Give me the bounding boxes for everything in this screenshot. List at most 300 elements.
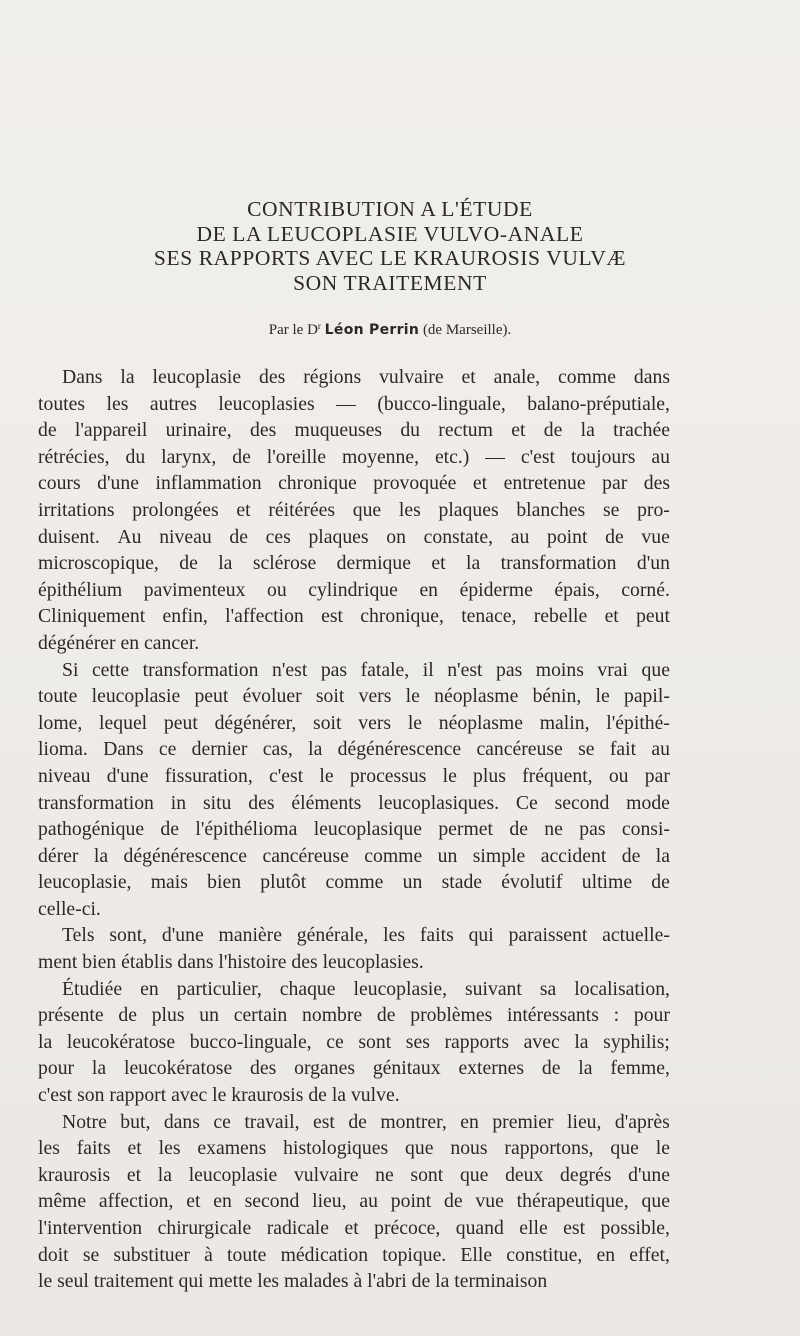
text-line: [38, 790, 670, 817]
text-line: [38, 1188, 670, 1215]
word: rebelle: [533, 605, 588, 628]
word: et: [186, 1190, 201, 1213]
word: transformation: [142, 658, 259, 681]
word: paraissent: [508, 924, 588, 947]
word: vue: [475, 1190, 504, 1213]
word: toute: [227, 1243, 267, 1266]
text-line: [38, 603, 670, 630]
word: dégénérescence: [337, 738, 462, 761]
word: la: [465, 552, 481, 575]
word: ce: [158, 738, 177, 761]
word: faits: [76, 1137, 111, 1160]
text-line: [38, 1242, 670, 1269]
word: deux: [505, 1163, 544, 1186]
word: leucoplasies: [218, 392, 315, 415]
text-line: [38, 577, 670, 604]
word: processus: [349, 764, 427, 787]
word: éléments: [291, 791, 362, 814]
word: cas,: [262, 738, 293, 761]
word: de: [444, 1190, 463, 1213]
word: les: [38, 1137, 60, 1160]
word: de: [541, 1057, 561, 1080]
text-line: [38, 736, 670, 763]
word: :: [613, 1004, 620, 1027]
text-line: [38, 976, 670, 1003]
text-line: [38, 710, 670, 737]
author-affiliation: (de Marseille).: [422, 322, 512, 338]
text-line: [38, 1002, 670, 1029]
word: femme,: [610, 1057, 670, 1080]
word: peut: [194, 685, 229, 708]
word: chronique,: [360, 605, 444, 628]
word: en: [460, 1110, 479, 1133]
text-fragment: dégénérer en cancer.: [38, 631, 200, 654]
word: le: [655, 1137, 670, 1160]
word: l'affection: [225, 605, 304, 628]
word: par: [602, 472, 628, 495]
word: ce: [326, 1030, 344, 1053]
word: dans: [633, 366, 670, 388]
word: l'oreille: [266, 445, 327, 468]
word: c'est: [520, 445, 556, 468]
word: l'intervention: [38, 1217, 143, 1239]
word: dérer: [38, 844, 79, 867]
word: soit: [315, 685, 345, 708]
word: constate,: [423, 525, 494, 548]
word: un: [199, 1004, 219, 1027]
body-text: [38, 364, 670, 1295]
word: pour: [633, 1004, 670, 1027]
word: les: [106, 392, 129, 415]
word: la: [655, 844, 670, 867]
word: externes: [458, 1057, 525, 1080]
word: point: [390, 1190, 432, 1213]
word: plus: [473, 764, 506, 787]
text-line: [38, 391, 670, 418]
word: et: [126, 1163, 142, 1186]
word: peut: [636, 605, 670, 628]
word: néoplasme: [438, 711, 523, 734]
word: constitue,: [506, 1243, 583, 1266]
word: fissuration,: [164, 764, 253, 787]
word: d'après: [614, 1110, 670, 1133]
word: etc.): [434, 445, 470, 468]
word: urinaire,: [165, 419, 232, 442]
word: affection,: [98, 1190, 174, 1213]
word: pavimenteux: [143, 578, 246, 601]
word: épiderme: [459, 578, 533, 601]
word: manière: [218, 924, 282, 947]
word: Elle: [460, 1243, 493, 1266]
title-line: SES RAPPORTS AVEC LE KRAUROSIS VULVÆ: [153, 246, 627, 270]
word: le: [442, 764, 457, 787]
word: précoce,: [374, 1217, 441, 1239]
word: sa: [539, 977, 557, 1000]
word: le: [405, 685, 420, 708]
word: des: [250, 419, 277, 442]
word: ne: [544, 818, 563, 841]
word: mais: [150, 871, 188, 894]
word: radicale: [266, 1217, 330, 1239]
word: que: [405, 1137, 434, 1160]
word: rétrécies,: [38, 445, 110, 468]
word: leucokératose: [66, 1030, 176, 1053]
word: permet: [438, 818, 493, 841]
word: la: [308, 738, 323, 761]
word: leucoplasie: [188, 1163, 278, 1186]
word: la: [120, 366, 135, 388]
word: la: [157, 1163, 172, 1186]
word: lioma.: [38, 738, 88, 761]
word: et: [431, 552, 446, 575]
word: cancéreuse: [476, 738, 563, 761]
word: niveau: [38, 764, 91, 787]
word: Ce: [515, 791, 538, 814]
word: toute: [38, 685, 78, 708]
word: ses: [405, 1030, 430, 1053]
text-line: [38, 630, 670, 657]
word: un: [437, 844, 458, 867]
word: vers: [358, 685, 392, 708]
text-line: [38, 470, 670, 497]
word: que: [641, 658, 670, 681]
word: substituer: [113, 1243, 190, 1266]
title-line: DE LA LEUCOPLASIE VULVO-ANALE: [196, 221, 584, 246]
word: effet,: [629, 1243, 670, 1266]
word: soit: [313, 711, 342, 734]
word: par: [644, 764, 670, 787]
word: syphilis;: [603, 1030, 670, 1053]
word: la: [580, 419, 595, 442]
word: histologiques: [283, 1137, 389, 1160]
text-line: [38, 497, 670, 524]
word: montrer,: [380, 1110, 447, 1133]
word: anale,: [493, 366, 541, 388]
word: de: [621, 844, 641, 867]
word: premier: [492, 1110, 554, 1133]
word: il: [422, 658, 434, 681]
word: possible,: [600, 1217, 670, 1239]
word: ces: [265, 525, 291, 548]
word: de: [229, 525, 248, 548]
word: dans: [163, 1110, 200, 1133]
word: papil-: [623, 685, 670, 708]
word: plus: [151, 1004, 185, 1027]
word: transformation: [38, 791, 154, 814]
word: se: [602, 498, 620, 521]
word: chronique: [278, 472, 357, 495]
word: générale,: [296, 924, 369, 947]
word: stade: [441, 871, 483, 894]
word: l'appareil: [74, 419, 148, 442]
text-line: [38, 1268, 670, 1295]
word: —: [485, 445, 505, 468]
word: est: [563, 1217, 586, 1239]
word: le: [595, 685, 610, 708]
word: leucoplasie,: [353, 977, 447, 1000]
word: leucoplasie: [152, 366, 242, 388]
text-line: [38, 896, 670, 923]
word: au: [510, 525, 530, 548]
word: point: [546, 525, 588, 548]
word: toutes: [38, 392, 86, 415]
text-line: [38, 1162, 670, 1189]
word: ne: [375, 1163, 394, 1186]
word: duisent.: [38, 525, 100, 548]
word: de: [651, 871, 670, 894]
word: (bucco-linguale,: [377, 392, 506, 415]
text-line: [38, 444, 670, 471]
word: pro-: [637, 498, 670, 521]
word: pour: [38, 1057, 75, 1080]
word: au: [651, 445, 670, 468]
word: autres: [149, 392, 197, 415]
word: pas: [495, 658, 523, 681]
word: leucoplasie,: [38, 871, 132, 894]
text-line: [38, 1109, 670, 1136]
word: fait: [609, 738, 637, 761]
text-line: [38, 922, 670, 949]
word: le: [319, 764, 334, 787]
word: en: [140, 977, 159, 1000]
word: bucco-linguale,: [189, 1030, 312, 1053]
word: la: [574, 1030, 589, 1053]
word: dégénérer,: [214, 711, 297, 734]
word: ou: [266, 578, 287, 601]
word: la: [578, 1057, 593, 1080]
word: lieu,: [567, 1110, 602, 1133]
word: elle: [519, 1217, 548, 1239]
word: mode: [626, 791, 670, 814]
word: d'une: [628, 1163, 670, 1186]
word: que: [610, 1137, 639, 1160]
word: thérapeutique,: [516, 1190, 629, 1213]
word: fréquent,: [522, 764, 593, 787]
word: accident: [540, 844, 607, 867]
word: les: [383, 924, 406, 947]
word: et: [236, 498, 251, 521]
word: examens: [197, 1137, 267, 1160]
word: Notre: [62, 1110, 107, 1133]
word: de: [179, 552, 198, 575]
word: néoplasme: [434, 685, 519, 708]
word: le: [407, 711, 423, 734]
word: rapports: [444, 1030, 509, 1053]
word: la: [38, 1030, 53, 1053]
word: enfin,: [162, 605, 208, 628]
word: nous: [450, 1137, 488, 1160]
word: balano-préputiale,: [527, 392, 670, 415]
word: transformation: [500, 552, 617, 575]
text-fragment: c'est son rapport avec le kraurosis de la vulve.: [38, 1084, 400, 1107]
word: réitérées: [268, 498, 335, 521]
word: d'une: [161, 924, 204, 947]
text-line: [38, 1135, 670, 1162]
word: ce: [213, 1110, 231, 1133]
byline-prefix: Par le D: [268, 322, 318, 338]
word: comme: [558, 366, 616, 388]
word: particulier,: [176, 977, 262, 1000]
word: avec: [523, 1030, 560, 1053]
word: cylindrique: [308, 578, 398, 601]
text-line: [38, 1029, 670, 1056]
word: de: [160, 818, 180, 841]
word: rapportons,: [504, 1137, 594, 1160]
word: de: [118, 1004, 137, 1027]
word: les: [398, 498, 421, 521]
word: au: [359, 1190, 378, 1213]
word: pathogénique: [38, 818, 145, 841]
text-line: [38, 417, 670, 444]
word: qui: [468, 924, 494, 947]
word: la: [91, 1057, 107, 1080]
word: l'épithé-: [606, 711, 670, 734]
word: vue: [641, 525, 670, 548]
word: second: [244, 1190, 300, 1213]
text-line: [38, 816, 670, 843]
word: médication: [280, 1243, 369, 1266]
word: muqueuses: [294, 419, 383, 442]
word: des: [643, 472, 670, 495]
word: c'est: [269, 764, 304, 787]
word: chaque: [279, 977, 336, 1000]
word: sont,: [109, 924, 148, 947]
word: même: [38, 1190, 87, 1213]
word: de: [348, 1110, 367, 1133]
word: de: [509, 818, 528, 841]
word: Si: [62, 658, 79, 681]
word: dégénérescence: [123, 844, 248, 867]
word: plaques: [438, 498, 499, 521]
word: Dans: [62, 366, 103, 388]
word: inflammation: [155, 472, 262, 495]
text-line: [38, 657, 670, 684]
word: pas: [579, 818, 606, 841]
word: topique.: [382, 1243, 447, 1266]
word: in: [170, 791, 187, 814]
word: des: [250, 1057, 277, 1080]
word: niveau: [159, 525, 212, 548]
text-fragment: le seul traitement qui mette les malades à l'abri de la terminaison: [38, 1270, 548, 1293]
author-name: Léon Perrin: [324, 322, 420, 338]
word: moins: [535, 658, 584, 681]
word: les: [158, 1137, 181, 1160]
word: plaques: [308, 525, 369, 548]
text-line: [38, 843, 670, 870]
word: que: [459, 1163, 489, 1186]
word: en: [419, 578, 439, 601]
word: vrai: [597, 658, 629, 681]
word: second: [554, 791, 610, 814]
word: leucoplasiques.: [378, 791, 500, 814]
word: n'est: [272, 658, 308, 681]
word: problèmes: [410, 1004, 493, 1027]
word: trachée: [613, 419, 670, 442]
word: actuelle-: [602, 924, 670, 947]
word: situ: [202, 791, 232, 814]
word: que: [352, 498, 382, 521]
word: n'est: [447, 658, 483, 681]
word: corné.: [621, 578, 670, 601]
word: du: [400, 419, 420, 442]
word: du: [125, 445, 146, 468]
word: prolongées: [132, 498, 219, 521]
word: sont: [358, 1030, 392, 1053]
word: tenace,: [461, 605, 517, 628]
word: vers: [358, 711, 392, 734]
word: malin,: [539, 711, 590, 734]
word: comme: [364, 844, 423, 867]
text-line: [38, 949, 670, 976]
word: vulvaire: [379, 366, 444, 388]
word: est: [312, 1110, 335, 1133]
word: pas: [320, 658, 348, 681]
word: doit: [38, 1243, 69, 1266]
word: Dans: [103, 738, 144, 761]
title-line: CONTRIBUTION A L'ÉTUDE: [247, 197, 533, 221]
word: lequel: [99, 711, 148, 734]
word: travail,: [244, 1110, 300, 1133]
word: peut: [163, 711, 198, 734]
word: leucoplasique: [313, 818, 422, 841]
text-line: [38, 1082, 670, 1109]
byline: [150, 316, 630, 340]
word: régions: [303, 366, 362, 388]
word: blanches: [516, 498, 586, 521]
word: la: [218, 552, 233, 575]
word: intéressants: [507, 1004, 599, 1027]
text-fragment: celle-ci.: [38, 897, 101, 920]
word: irritations: [38, 498, 115, 521]
word: cours: [38, 472, 81, 495]
word: de: [543, 419, 563, 442]
word: provoquée: [373, 472, 457, 495]
word: de: [605, 525, 624, 548]
text-fragment: ment bien établis dans l'histoire des leucoplasies.: [38, 951, 424, 974]
word: en: [596, 1243, 616, 1266]
word: évoluer: [242, 685, 302, 708]
word: et: [511, 419, 526, 442]
word: nombre: [302, 1004, 363, 1027]
word: l'épithélioma: [195, 818, 298, 841]
word: ou: [608, 764, 629, 787]
word: dermique: [336, 552, 411, 575]
word: consi-: [621, 818, 670, 841]
degree-superscript: r: [317, 321, 321, 331]
word: sont: [410, 1163, 444, 1186]
word: vulvaire: [293, 1163, 359, 1186]
text-line: [38, 683, 670, 710]
word: de: [376, 1004, 396, 1027]
word: génitaux: [372, 1057, 441, 1080]
word: un: [402, 871, 423, 894]
word: —: [336, 392, 356, 415]
word: quand: [455, 1217, 504, 1239]
word: bien: [207, 871, 242, 894]
word: et: [472, 472, 488, 495]
word: des: [248, 791, 275, 814]
word: des: [259, 366, 286, 388]
word: et: [461, 366, 476, 388]
word: en: [213, 1190, 232, 1213]
word: et: [127, 1137, 142, 1160]
word: organes: [294, 1057, 355, 1080]
word: Tels: [62, 924, 95, 947]
word: de: [232, 445, 251, 468]
word: certain: [233, 1004, 288, 1027]
word: d'un: [636, 552, 670, 575]
word: bénin,: [532, 685, 582, 708]
